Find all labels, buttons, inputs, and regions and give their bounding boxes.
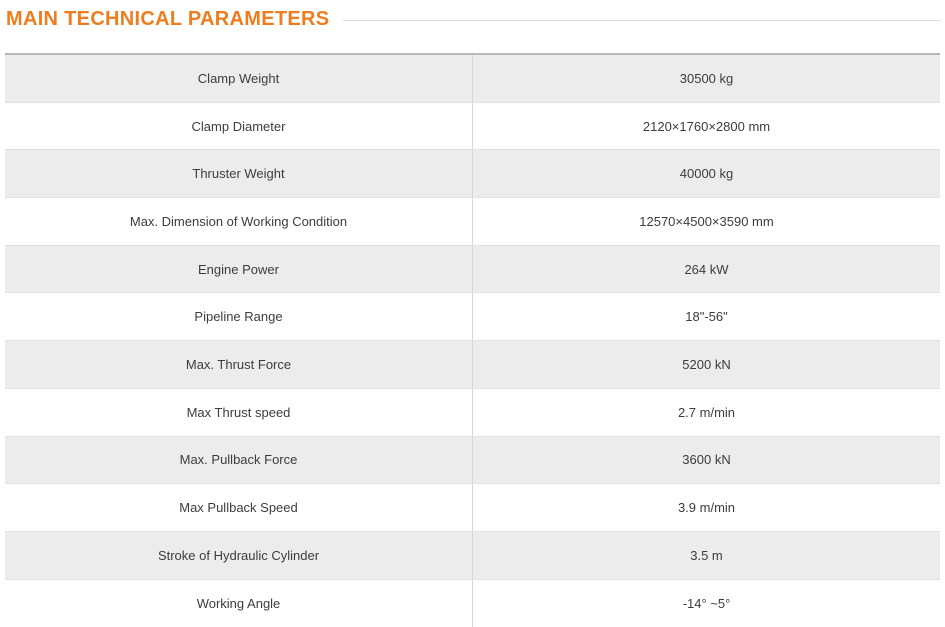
parameters-table bbox=[5, 53, 940, 627]
parameter-value: 2120×1760×2800 mm bbox=[642, 118, 771, 134]
parameter-value: 40000 kg bbox=[679, 166, 734, 182]
parameter-value: 3600 kN bbox=[682, 452, 731, 468]
parameter-name: Max. Thrust Force bbox=[5, 341, 473, 388]
parameter-name: Stroke of Hydraulic Cylinder bbox=[5, 532, 473, 579]
parameter-name: Pipeline Range bbox=[5, 293, 473, 340]
parameter-name: Working Angle bbox=[5, 580, 473, 627]
parameter-name: Max. Dimension of Working Condition bbox=[5, 198, 473, 245]
parameter-value: 5200 kN bbox=[682, 356, 731, 372]
table-row bbox=[5, 246, 940, 294]
table-row bbox=[5, 580, 940, 627]
parameter-value: 30500 kg bbox=[679, 70, 734, 86]
parameter-name: Max Pullback Speed bbox=[5, 484, 473, 531]
table-row bbox=[5, 55, 940, 103]
parameter-value: 3.9 m/min bbox=[677, 500, 736, 516]
section-header bbox=[6, 0, 941, 38]
parameter-value: 264 kW bbox=[684, 261, 729, 277]
parameter-value: -14° ~5° bbox=[682, 595, 731, 611]
parameter-value: 3.5 m bbox=[690, 547, 723, 563]
header-divider bbox=[343, 20, 941, 21]
table-row bbox=[5, 437, 940, 485]
table-row bbox=[5, 389, 940, 437]
table-row bbox=[5, 103, 940, 151]
parameter-value: 2.7 m/min bbox=[677, 404, 736, 420]
parameter-name: Clamp Diameter bbox=[5, 103, 473, 150]
table-row bbox=[5, 341, 940, 389]
table-row bbox=[5, 293, 940, 341]
parameter-value: 18"-56" bbox=[685, 309, 728, 325]
table-row bbox=[5, 532, 940, 580]
parameter-value: 12570×4500×3590 mm bbox=[639, 213, 774, 229]
parameter-name: Max Thrust speed bbox=[5, 389, 473, 436]
parameter-name: Engine Power bbox=[5, 246, 473, 293]
parameter-name: Max. Pullback Force bbox=[5, 437, 473, 484]
table-row bbox=[5, 198, 940, 246]
parameter-name: Clamp Weight bbox=[5, 55, 473, 102]
section-title: MAIN TECHNICAL PARAMETERS bbox=[6, 7, 330, 30]
parameter-name: Thruster Weight bbox=[5, 150, 473, 197]
table-row bbox=[5, 150, 940, 198]
table-row bbox=[5, 484, 940, 532]
